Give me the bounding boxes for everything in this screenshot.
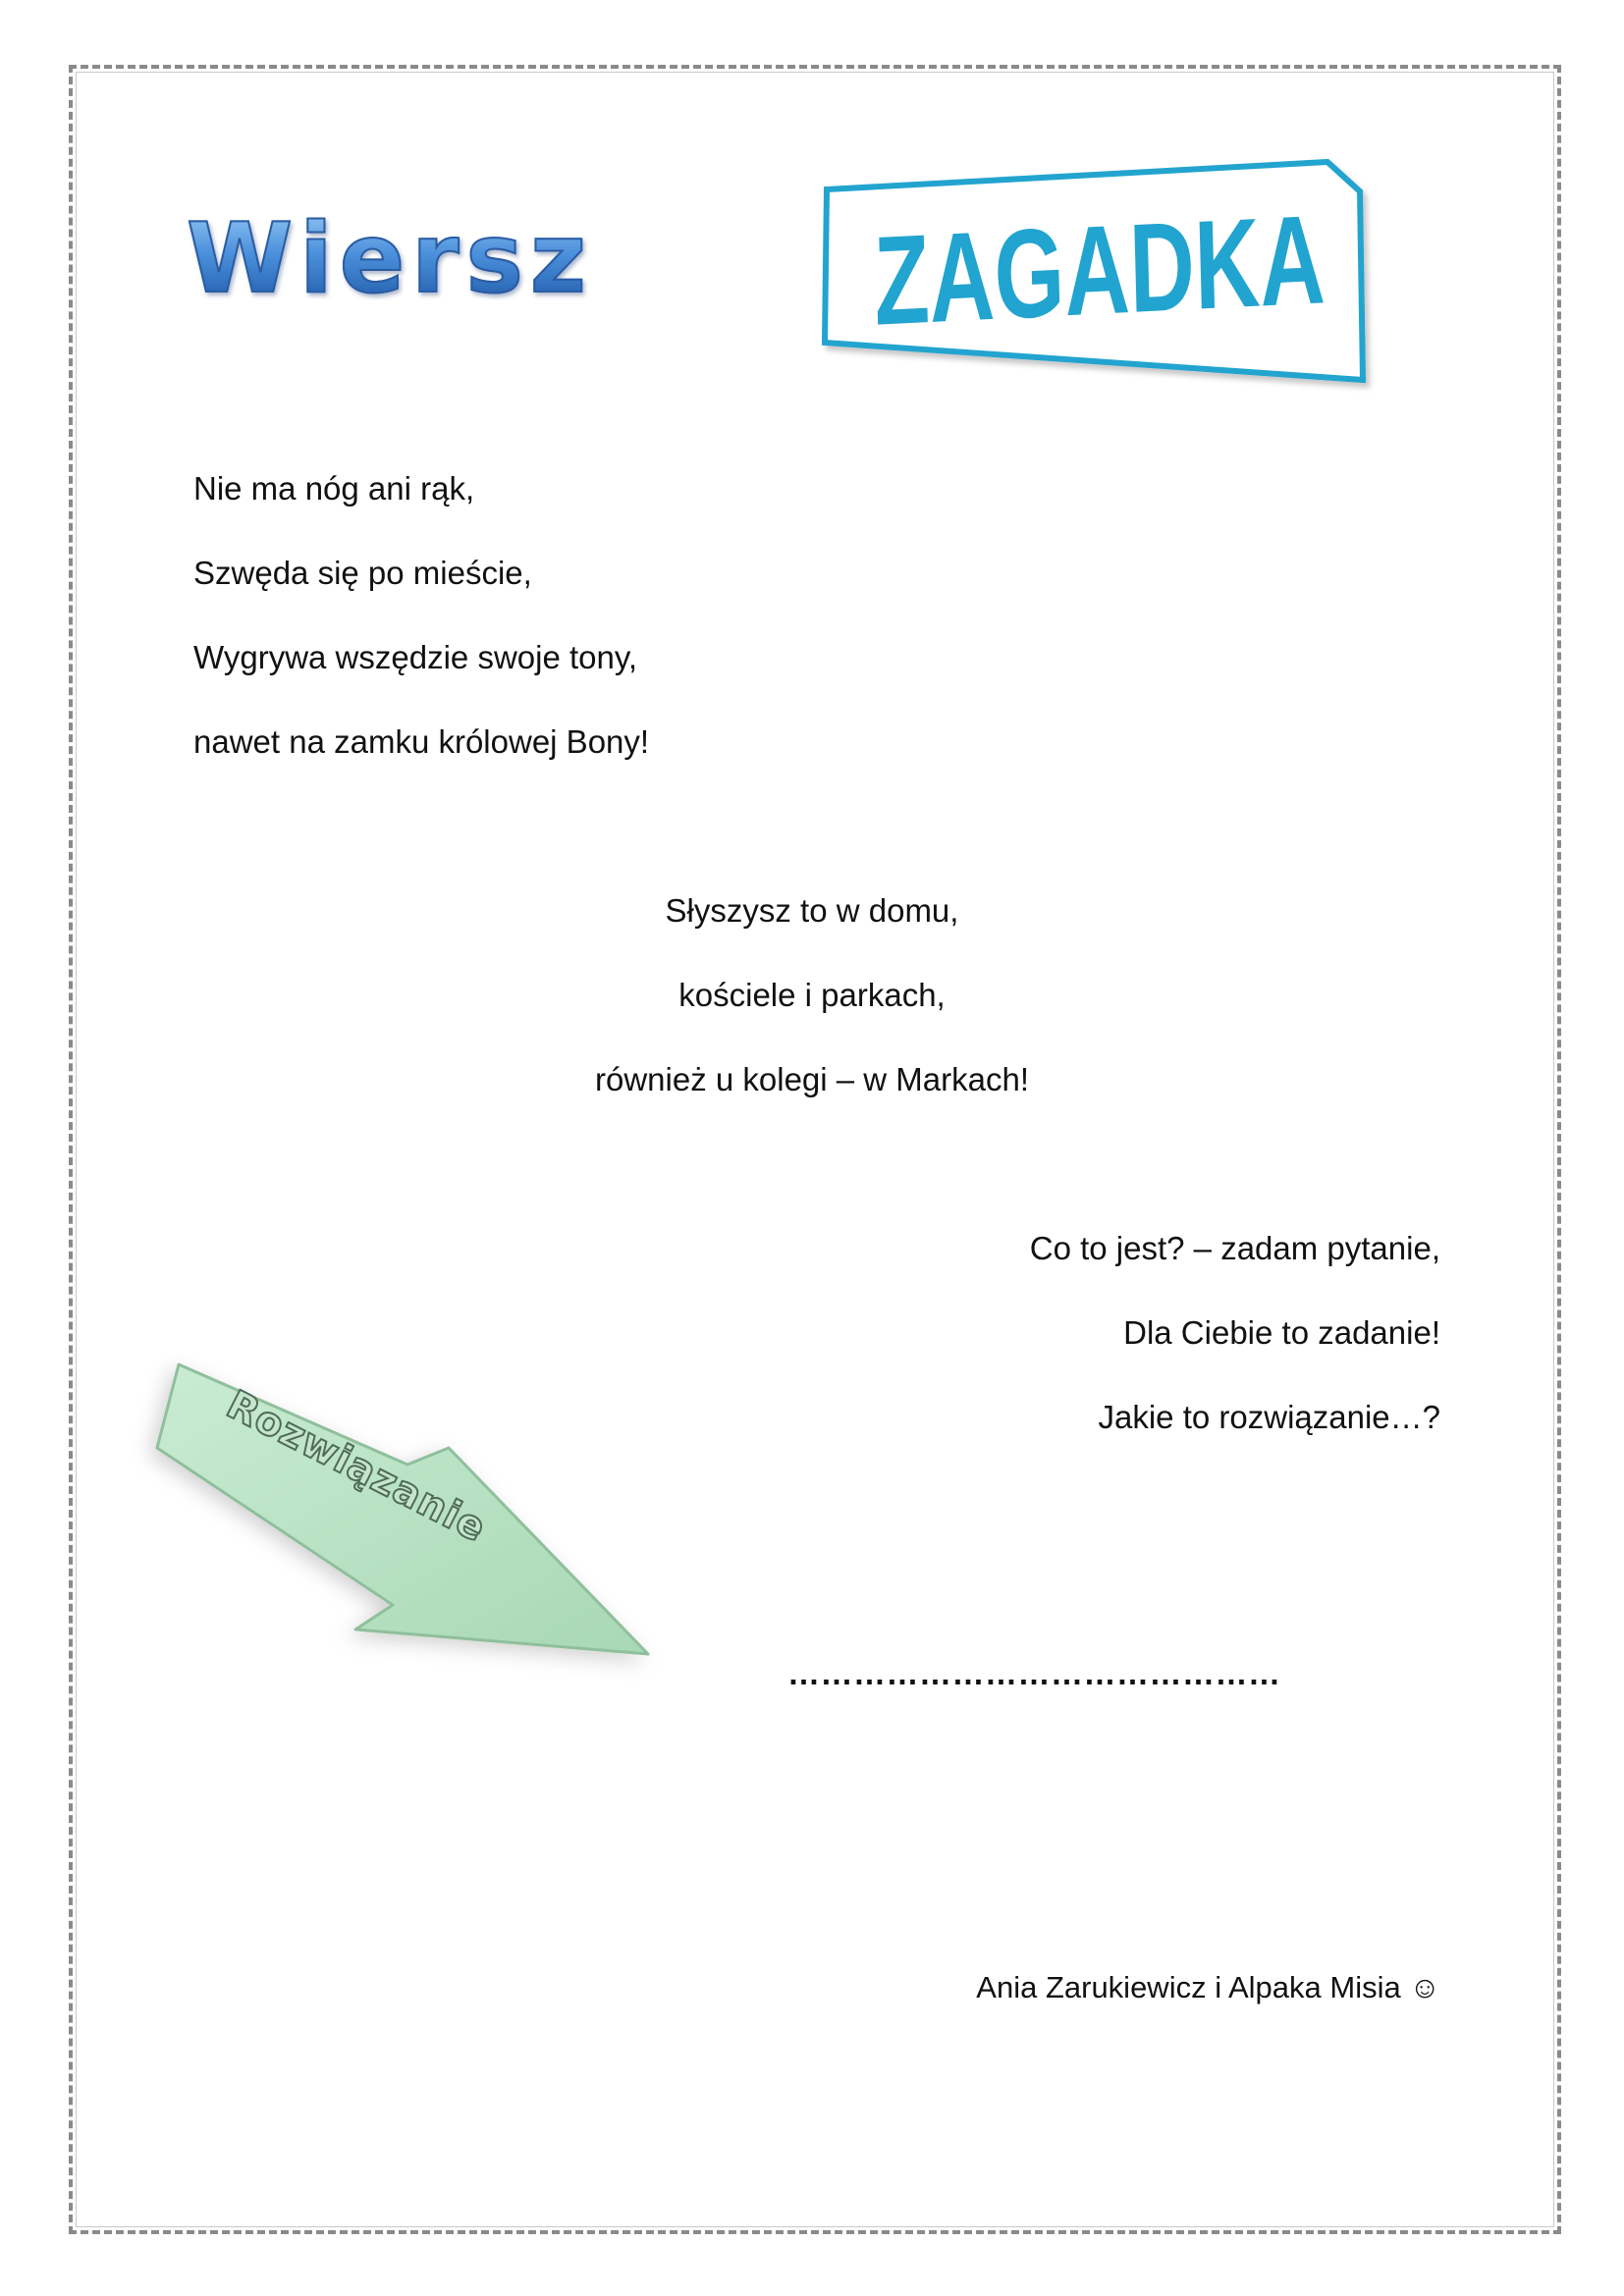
poem-line: Co to jest? – zadam pytanie, [1029, 1230, 1440, 1266]
poem-line: Szwęda się po mieście, [193, 555, 532, 591]
answer-blank[interactable]: ……………………………………… [787, 1655, 1281, 1691]
arrow-label: Rozwiązanie [219, 1381, 494, 1552]
solution-arrow [98, 1207, 687, 1718]
zagadka-sign [815, 152, 1375, 398]
poem-line: Jakie to rozwiązanie…? [1098, 1399, 1440, 1435]
poem-line: nawet na zamku królowej Bony! [193, 723, 650, 760]
poem-line: Dla Ciebie to zadanie! [1123, 1314, 1440, 1351]
title-wiersz: Wiersz [187, 203, 593, 315]
poem-line: kościele i parkach, [678, 977, 946, 1013]
author-signature: Ania Zarukiewicz i Alpaka Misia ☺ [976, 1970, 1440, 2004]
poem-line: Słyszysz to w domu, [665, 892, 959, 929]
poem-line: Wygrywa wszędzie swoje tony, [193, 639, 638, 675]
zagadka-text: ZAGADKA [872, 188, 1326, 352]
poem-line: również u kolegi – w Markach! [594, 1061, 1030, 1097]
poem-line: Nie ma nóg ani rąk, [193, 470, 475, 507]
